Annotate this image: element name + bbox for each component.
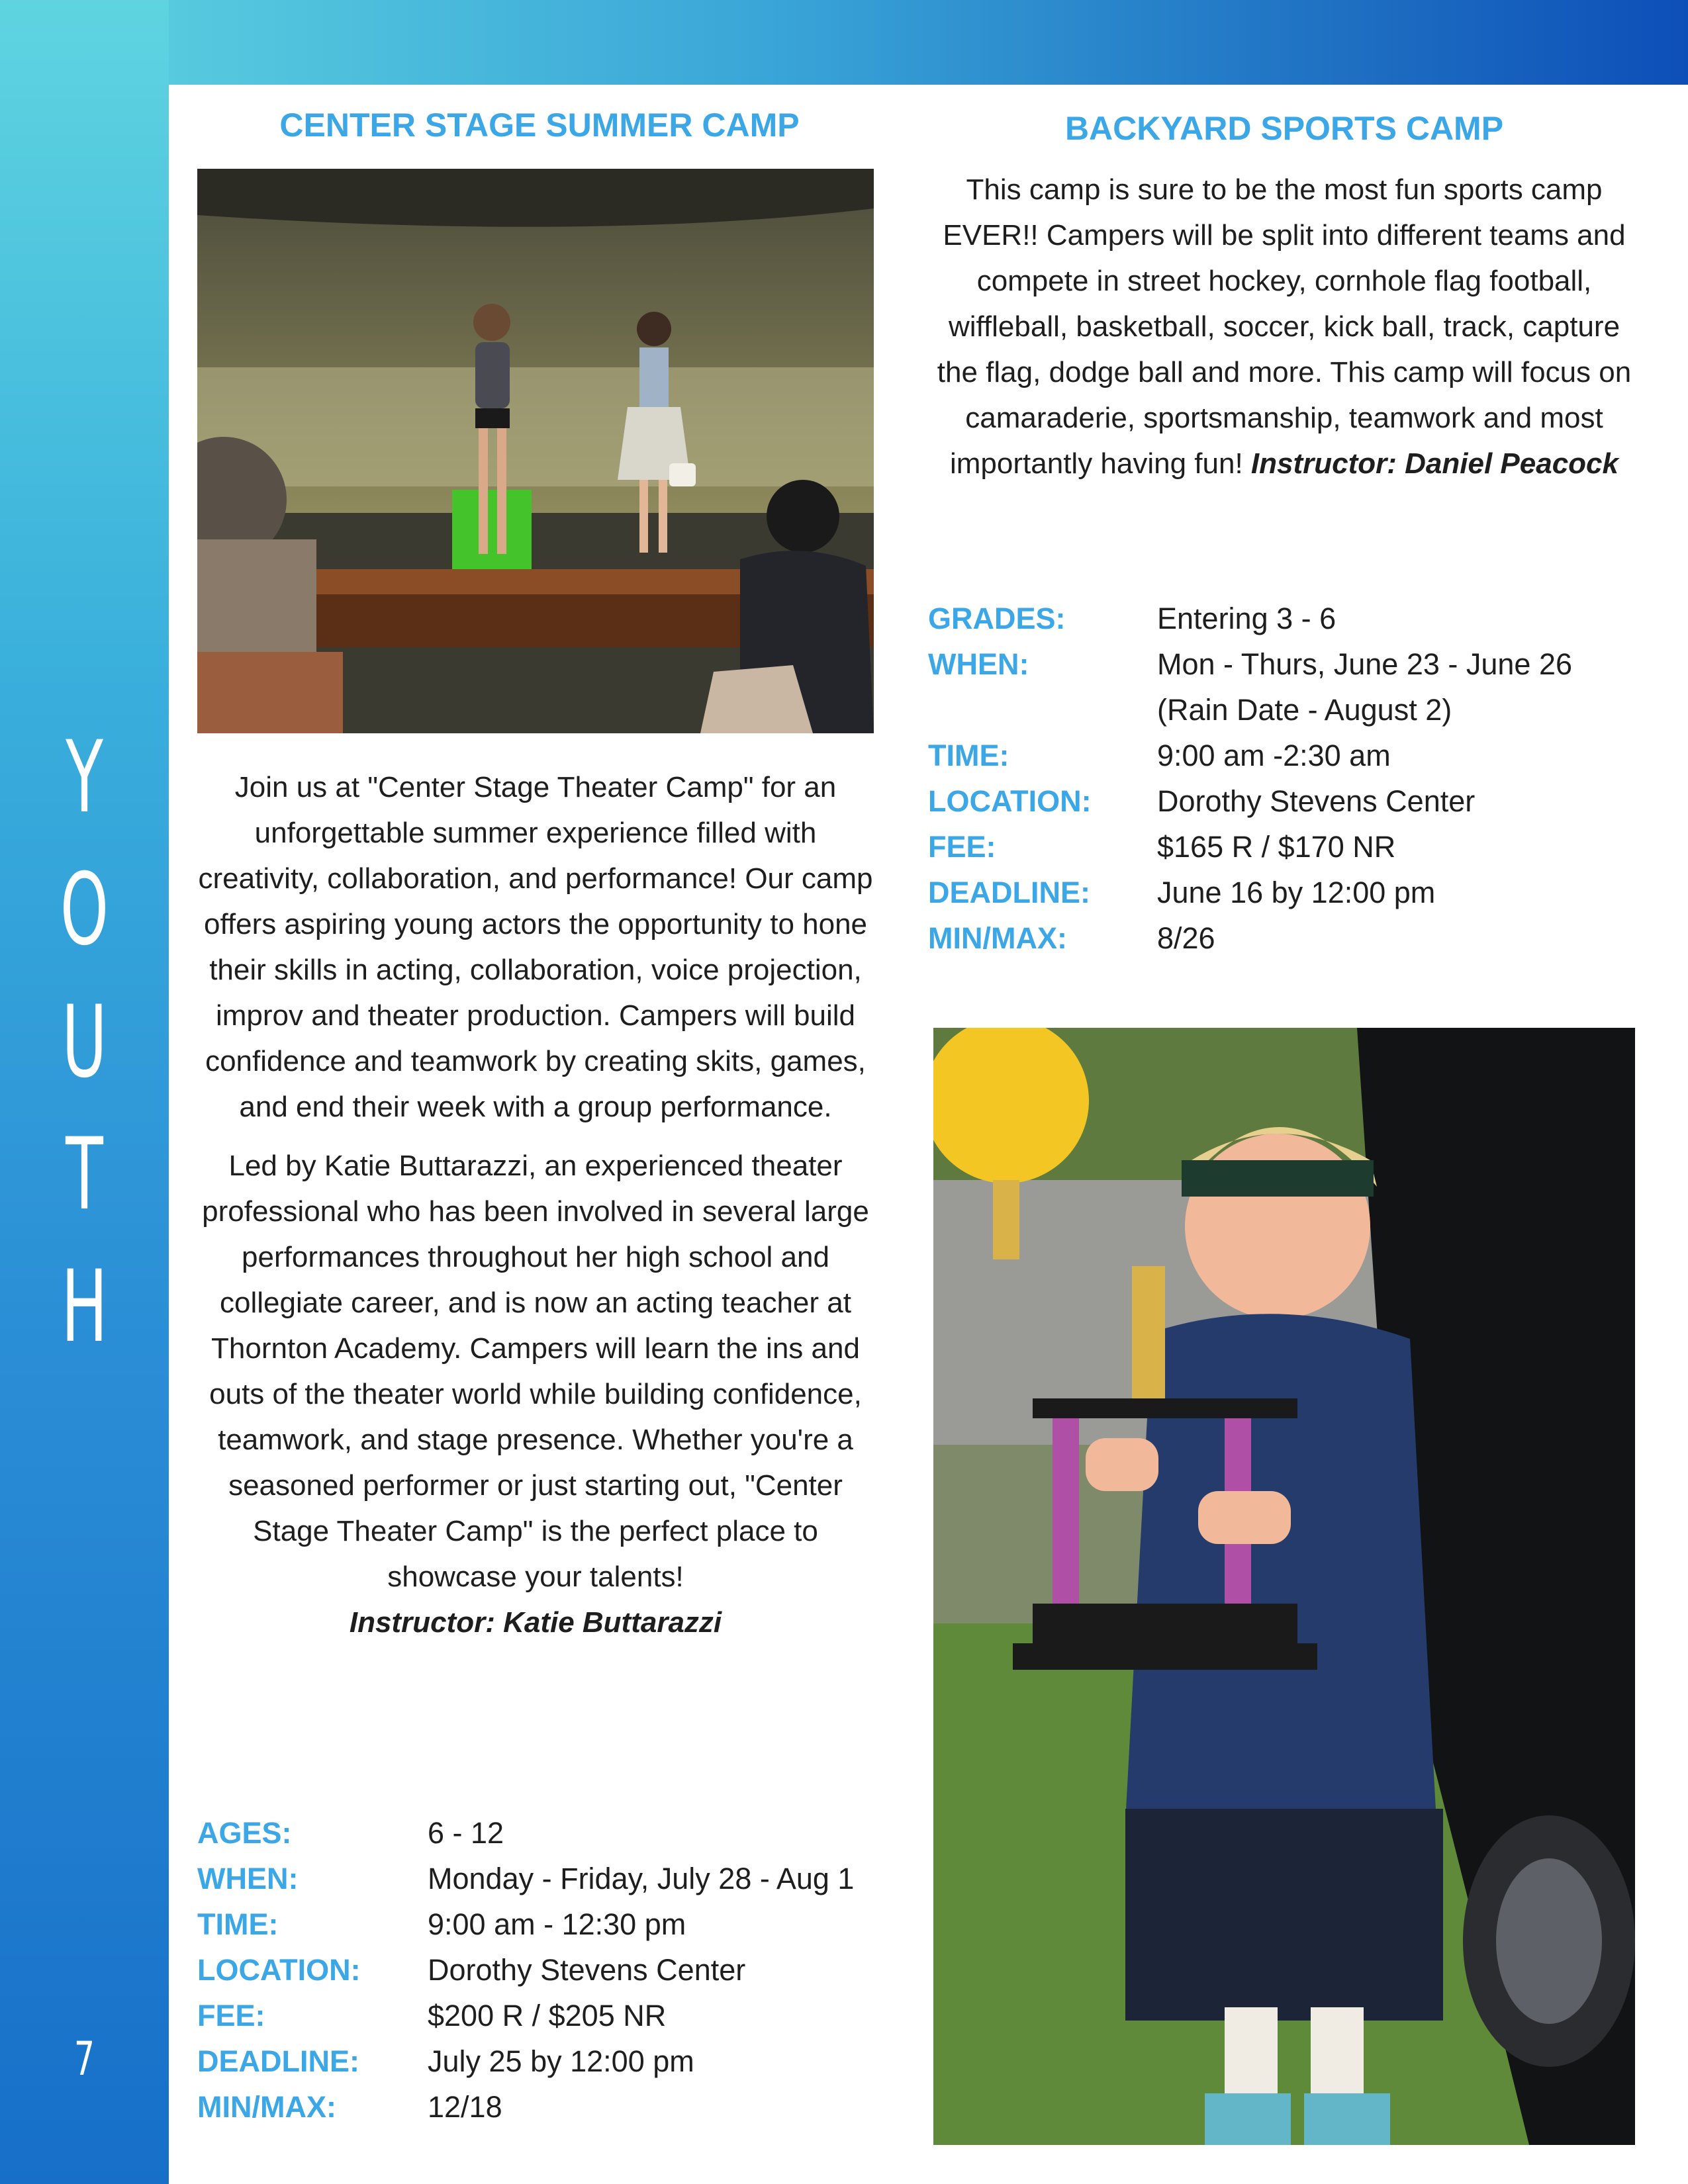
page-number: 7 [73,2032,95,2086]
detail-row-ages [197,1810,854,1856]
detail-row-min-max [197,2084,854,2130]
youth-letter-t: T [66,1117,103,1232]
detail-label: DEADLINE: [197,2044,359,2078]
detail-row-deadline [197,2038,854,2084]
detail-label: MIN/MAX: [928,921,1067,955]
center-stage-paragraph-1: Join us at "Center Stage Theater Camp" for an unforgettable summer experience filled with creativity, collaboration, and performance! Our camp offers aspiring young actors the opportunity to hone their skills in acting, collaboration, voice projection, improv and theater production. Campers will build confidence and teamwork by creating skits, games, and end their week with a group performance. [198,771,873,1123]
detail-value: June 16 by 12:00 pm [1157,876,1436,909]
detail-value: 9:00 am -2:30 am [1157,739,1391,772]
sports-camp-photo [933,1028,1635,2145]
detail-row-min-max [928,915,1572,961]
detail-row-time [197,1901,854,1947]
detail-value: $165 R / $170 NR [1157,830,1396,864]
trophy-boy-illustration [933,1028,1635,2145]
backyard-sports-title: BACKYARD SPORTS CAMP [1064,110,1504,147]
detail-value: (Rain Date - August 2) [1157,693,1452,727]
detail-value: Dorothy Stevens Center [428,1953,746,1987]
youth-letter-y: Y [66,720,103,835]
youth-letter-u: U [62,985,107,1100]
detail-value: 12/18 [428,2090,502,2124]
detail-value: Entering 3 - 6 [1157,602,1336,635]
theater-camp-photo [197,169,874,733]
detail-value: 6 - 12 [428,1816,504,1850]
center-stage-paragraph-2: Led by Katie Buttarazzi, an experienced theater professional who has been involved in several large performances throughout her high school and collegiate career, and is now an acting teacher at Thornton Academy. Campers will learn the ins and outs of the theater world while building confidence, teamwork, and stage presence. Whether you're a seasoned performer or just starting out, "Center Stage Theater Camp" is the perfect place to showcase your talents! [202,1150,869,1593]
detail-label: GRADES: [928,602,1066,635]
detail-value: 9:00 am - 12:30 pm [428,1907,686,1941]
detail-label: WHEN: [928,647,1029,681]
detail-row-fee [197,1993,854,2038]
detail-label: DEADLINE: [928,876,1090,909]
detail-label: AGES: [197,1816,292,1850]
detail-value: Monday - Friday, July 28 - Aug 1 [428,1862,855,1895]
detail-value: July 25 by 12:00 pm [428,2044,694,2078]
center-stage-details [197,1810,854,2130]
detail-row-grades [928,596,1572,641]
detail-row-location [197,1947,854,1993]
detail-row-location [928,778,1572,824]
backyard-sports-instructor: Instructor: Daniel Peacock [1250,447,1618,480]
detail-row-rain-date [928,687,1572,733]
detail-label: MIN/MAX: [197,2090,336,2124]
detail-row-when [197,1856,854,1901]
detail-value: $200 R / $205 NR [428,1999,667,2032]
youth-letter-h: H [61,1250,108,1365]
detail-label: TIME: [928,739,1009,772]
detail-value: Dorothy Stevens Center [1157,784,1476,818]
detail-row-time [928,733,1572,778]
detail-value: Mon - Thurs, June 23 - June 26 [1157,647,1573,681]
detail-label: LOCATION: [928,784,1092,818]
detail-label: LOCATION: [197,1953,361,1987]
backyard-sports-description-block [927,167,1642,486]
backyard-sports-description: This camp is sure to be the most fun sports camp EVER!! Campers will be split into different teams and compete in street hockey, cornhole flag football, wiffleball, basketball, soccer, kick ball, track, capture the flag, dodge ball and more. This camp will focus on camaraderie, sportsmanship, teamwork and most importantly having fun! [937,173,1632,480]
detail-label: FEE: [928,830,996,864]
sidebar [0,0,169,2184]
detail-label: TIME: [197,1907,279,1941]
center-stage-description [197,764,874,1645]
center-stage-title: CENTER STAGE SUMMER CAMP [279,107,800,144]
detail-value: 8/26 [1157,921,1215,955]
detail-label: FEE: [197,1999,265,2032]
detail-row-when [928,641,1572,687]
detail-label: WHEN: [197,1862,299,1895]
backyard-sports-details [928,596,1572,961]
theater-stage-illustration [197,169,874,733]
center-stage-instructor: Instructor: Katie Buttarazzi [349,1606,722,1639]
detail-label [928,687,1157,733]
detail-row-deadline [928,870,1572,915]
youth-letter-o: O [60,852,109,968]
detail-row-fee [928,824,1572,870]
